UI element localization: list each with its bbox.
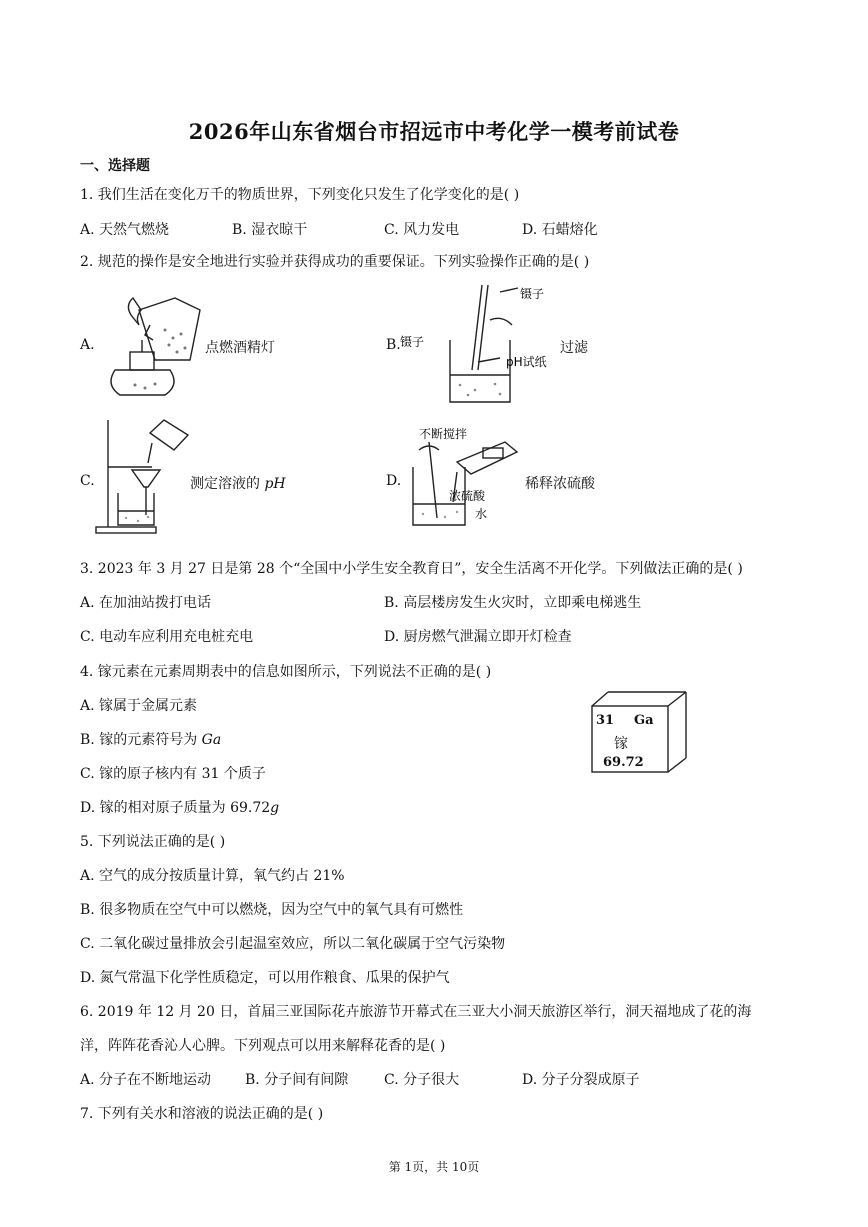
filtration-figure [400, 280, 570, 405]
label-tweezer-left: 镊子 [400, 335, 425, 349]
q5-option-d: D. 氮气常温下化学性质稳定，可以用作粮食、瓜果的保护气 [80, 970, 450, 986]
q2-option-c-var: pH [264, 476, 286, 492]
q4-stem: 4. 镓元素在元素周期表中的信息如图所示，下列说法不正确的是( ) [80, 664, 492, 680]
page-title: 2026年山东省烟台市招远市中考化学一模考前试卷 [188, 119, 680, 144]
q4-option-a: A. 镓属于金属元素 [80, 698, 198, 714]
q6-option-b: B. 分子间有间隙 [245, 1072, 349, 1088]
q2-option-a-letter: A. [80, 337, 95, 353]
q1-option-b: B. 湿衣晾干 [232, 222, 308, 238]
q6-option-d: D. 分子分裂成原子 [522, 1072, 640, 1088]
alcohol-lamp-figure [95, 290, 205, 402]
section-heading: 一、选择题 [80, 158, 150, 174]
ph-measure-figure [92, 415, 192, 537]
q4-option-d-prefix: D. 镓的相对原子质量为 69.72 [80, 800, 271, 816]
q2-option-c-text [190, 473, 286, 493]
q5-option-b: B. 很多物质在空气中可以燃烧，因为空气中的氧气具有可燃性 [80, 902, 464, 918]
q3-option-c: C. 电动车应利用充电桩充电 [80, 629, 254, 645]
q4-option-b-var: Ga [201, 732, 222, 748]
q5-stem: 5. 下列说法正确的是( ) [80, 834, 226, 850]
q5-option-a: A. 空气的成分按质量计算，氧气约占 21% [80, 868, 345, 884]
q6-stem-line1: 6. 2019 年 12 月 20 日，首届三亚国际花卉旅游节开幕式在三亚大小洞天旅游区举行，洞天福地成了花的海 [80, 1004, 752, 1020]
q1-stem: 1. 我们生活在变化万千的物质世界，下列变化只发生了化学变化的是( ) [80, 187, 520, 203]
q2-option-c-prefix: 测定溶液的 [190, 476, 265, 492]
label-ph-paper: pH试纸 [506, 355, 547, 369]
q3-option-a: A. 在加油站拨打电话 [80, 595, 212, 611]
label-tweezer-top: 镊子 [520, 287, 545, 301]
q4-option-b [80, 729, 221, 749]
q2-option-a-text: 点燃酒精灯 [205, 340, 275, 356]
element-name: 镓 [614, 736, 628, 752]
q3-option-b: B. 高层楼房发生火灾时，立即乘电梯逃生 [384, 595, 642, 611]
q2-option-b-text: 过滤 [560, 340, 588, 356]
q6-option-a: A. 分子在不断地运动 [80, 1072, 212, 1088]
q1-option-c: C. 风力发电 [384, 222, 460, 238]
element-mass: 69.72 [603, 755, 644, 770]
q6-stem-line2: 洋，阵阵花香沁人心脾。下列观点可以用来解释花香的是( ) [80, 1038, 446, 1054]
q1-option-a: A. 天然气燃烧 [80, 222, 170, 238]
page-footer: 第 1页，共 10页 [388, 1160, 480, 1174]
q4-option-b-prefix: B. 镓的元素符号为 [80, 732, 202, 748]
q4-option-c: C. 镓的原子核内有 31 个质子 [80, 766, 266, 782]
label-water: 水 [475, 507, 488, 521]
q3-option-d: D. 厨房燃气泄漏立即开灯检查 [384, 629, 572, 645]
q4-option-d-var: g [270, 800, 280, 816]
q5-option-c: C. 二氧化碳过量排放会引起温室效应，所以二氧化碳属于空气污染物 [80, 936, 506, 952]
q2-option-d-letter: D. [386, 473, 402, 489]
q7-stem: 7. 下列有关水和溶液的说法正确的是( ) [80, 1106, 324, 1122]
q2-option-c-letter: C. [80, 473, 95, 489]
q2-stem: 2. 规范的操作是安全地进行实验并获得成功的重要保证。下列实验操作正确的是( ) [80, 254, 590, 270]
q3-stem: 3. 2023 年 3 月 27 日是第 28 个“全国中小学生安全教育日”，安全生活离不开化学。下列做法正确的是( ) [80, 561, 743, 577]
element-number: 31 [596, 713, 615, 728]
dilute-acid-figure [405, 422, 525, 530]
q6-option-c: C. 分子很大 [384, 1072, 460, 1088]
label-stir: 不断搅拌 [419, 427, 468, 441]
q1-option-d: D. 石蜡熔化 [522, 222, 598, 238]
label-concentrated-acid: 浓硫酸 [449, 489, 486, 503]
q4-option-d [80, 797, 279, 817]
q2-option-d-text: 稀释浓硫酸 [525, 476, 595, 492]
element-symbol: Ga [634, 713, 654, 728]
q2-option-b-letter: B. [386, 337, 401, 353]
